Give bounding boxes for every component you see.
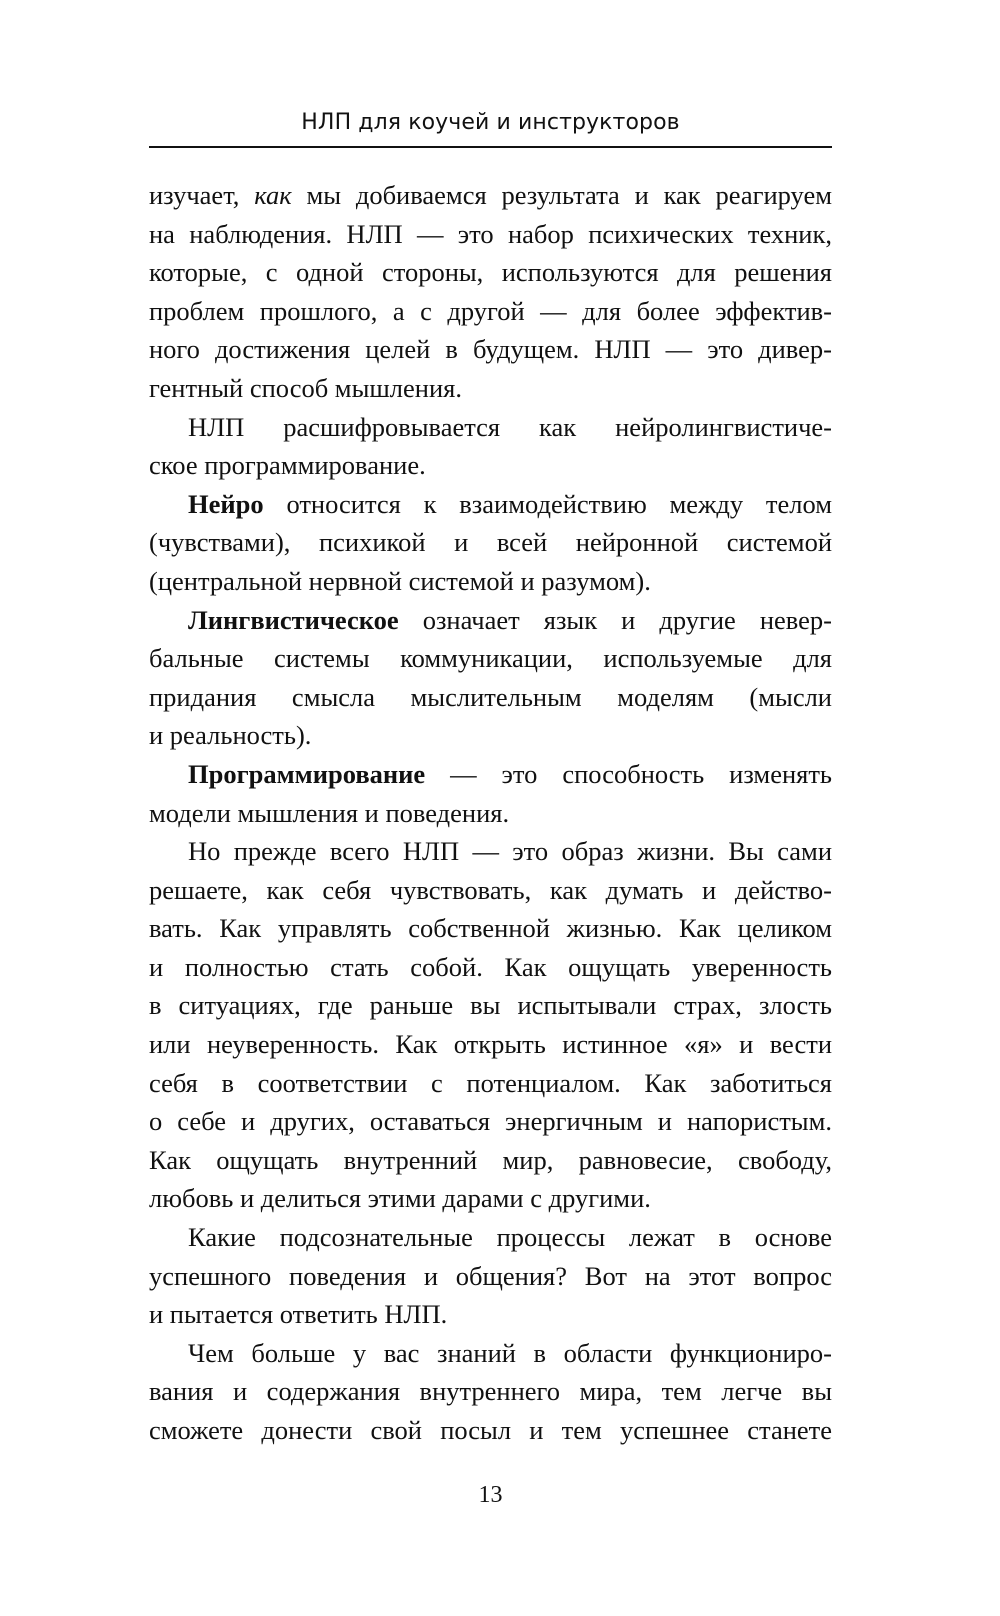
text-line: вать. Как управлять собственной жизнью. Как целиком (149, 913, 832, 944)
paragraph (149, 601, 832, 755)
text-line: любовь и делиться этими дарами с другими. (149, 1183, 651, 1214)
text-line: и полностью стать собой. Как ощущать уверенность (149, 951, 832, 982)
text-line: Но прежде всего НЛП — это образ жизни. Вы сами (188, 836, 832, 867)
paragraph (149, 832, 832, 1218)
text-line: ного достижения целей в будущем. НЛП — это дивер- (149, 334, 832, 365)
italic-word: как (254, 180, 292, 210)
text-line: сможете донести свой посыл и тем успешнее станете (149, 1415, 832, 1445)
bold-term: Программирование (188, 758, 426, 789)
text-line: Лингвистическое означает язык и другие невер- (188, 604, 832, 635)
paragraph (149, 755, 832, 832)
bold-term: Нейро (188, 488, 264, 519)
paragraph (149, 485, 832, 601)
text-line: ское программирование. (149, 450, 426, 481)
text-line: на наблюдения. НЛП — это набор психических техник, (149, 218, 832, 249)
text-line: гентный способ мышления. (149, 372, 462, 403)
text-line: НЛП расшифровывается как нейролингвистиче- (188, 411, 832, 442)
text-line: Нейро относится к взаимодействию между телом (188, 488, 832, 519)
text-line: решаете, как себя чувствовать, как думать и действо- (149, 874, 832, 905)
text-line: в ситуациях, где раньше вы испытывали страх, злость (149, 990, 832, 1021)
paragraph (149, 408, 832, 485)
page-number: 13 (478, 1482, 503, 1508)
text-line: Как ощущать внутренний мир, равновесие, свободу, (149, 1144, 832, 1175)
text-line: (центральной нервной системой и разумом). (149, 565, 651, 596)
text-line: бальные системы коммуникации, используемые для (149, 643, 832, 674)
text-line: себя в соответствии с потенциалом. Как заботиться (149, 1067, 832, 1098)
body-text (149, 176, 832, 1450)
text-line: проблем прошлого, а с другой — для более эффектив- (149, 295, 832, 326)
text-line: или неуверенность. Как открыть истинное «я» и вести (149, 1029, 832, 1060)
text-line: которые, с одной стороны, используются для решения (149, 257, 832, 288)
text-line: вания и содержания внутреннего мира, тем легче вы (149, 1376, 832, 1407)
text-line: (чувствами), психикой и всей нейронной системой (149, 527, 832, 558)
text-line: успешного поведения и общения? Вот на этот вопрос (149, 1260, 832, 1291)
bold-term: Лингвистическое (188, 604, 399, 635)
text-line: и реальность). (149, 720, 312, 751)
paragraph (149, 176, 832, 408)
header-rule (149, 146, 832, 148)
text-line: придания смысла мыслительным моделям (мысли (149, 681, 832, 712)
text-line: о себе и других, оставаться энергичным и напористым. (149, 1106, 832, 1137)
text-line: Какие подсознательные процессы лежат в основе (188, 1222, 832, 1253)
paragraph (149, 1334, 832, 1450)
text-line: и пытается ответить НЛП. (149, 1299, 448, 1330)
text-line: Программирование — это способность изменять (188, 758, 832, 789)
text-line: модели мышления и поведения. (149, 797, 510, 828)
text-line: Чем больше у вас знаний в области функциониро- (188, 1337, 832, 1368)
paragraph (149, 1218, 832, 1334)
running-header: НЛП для коучей и инструкторов (301, 110, 680, 135)
text-line: изучает, как мы добиваемся результата и как реагируем (149, 180, 832, 210)
